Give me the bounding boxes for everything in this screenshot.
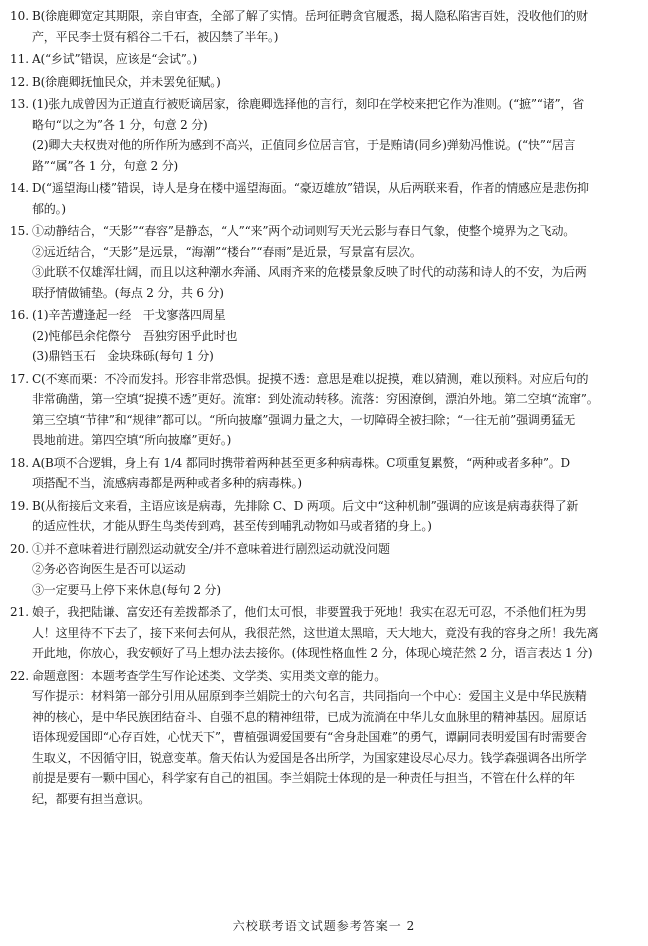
question-number: 17. xyxy=(10,371,30,386)
answer-line: ①动静结合，“天影”“春容”是静态，“人”“来”两个动词则写天光云影与春日气象，使整个境界为之飞动。 xyxy=(32,224,576,238)
question-number: 14. xyxy=(10,181,30,195)
answer-line: 语体现爱国即“心存百姓，心忧天下”，曹植强调爱国要有“舍身赴国难”的勇气，谭嗣同表明爱国有时需要舍 xyxy=(32,730,587,744)
answer-line: A(B项不合逻辑，身上有 1/4 都同时携带着两种甚至更多种病毒株。C项重复累赘，“两种或者多种”。D xyxy=(32,455,570,470)
answer-line: B(徐鹿卿宽定其期限，亲自审查，全部了解了实情。岳珂征聘贪官履悉，揭人隐私陷害百姓，没收他们的财 xyxy=(32,9,588,23)
answer-text xyxy=(32,453,632,494)
answer-item xyxy=(10,221,632,303)
answer-line: ②远近结合，“天影”是远景，“海潮”“楼台”“春雨”是近景，写景富有层次。 xyxy=(32,244,422,259)
answer-line: (1)辛苦遭逢起一经 干戈寥落四周星 xyxy=(32,308,226,322)
question-number: 12. xyxy=(10,74,30,89)
question-number: 21. xyxy=(10,605,30,619)
answer-text xyxy=(32,602,632,664)
answer-text xyxy=(32,72,632,93)
answer-line: 写作提示：材料第一部分引用从屈原到李兰娟院士的六句名言，共同指向一个中心：爱国主义是中华民族精 xyxy=(32,689,587,703)
answer-text xyxy=(32,369,632,451)
page-footer: 六校联考语文试题参考答案一 2 xyxy=(232,919,416,933)
answer-text xyxy=(32,666,632,810)
answer-line: 项搭配不当，流感病毒都是两种或者多种的病毒株。) xyxy=(32,476,302,490)
answer-item xyxy=(10,6,632,47)
answer-text xyxy=(32,94,632,176)
answer-line: 命题意图：本题考查学生写作论述类、文学类、实用类文章的能力。 xyxy=(32,668,387,683)
answer-line: 开此地，你放心，我安顿好了马上想办法去接你。(体现性格血性 2 分，体现心境茫然 2 分，语言表达 1 分) xyxy=(32,646,593,660)
answer-line: 联抒情做铺垫。(每点 2 分，共 6 分) xyxy=(32,285,224,300)
question-number: 18. xyxy=(10,455,30,470)
answer-item xyxy=(10,72,632,93)
answer-line: 产，平民李士贤有稻谷二千石，被囚禁了半年。) xyxy=(32,29,279,44)
answer-line: 略句“以之为”各 1 分，句意 2 分) xyxy=(32,117,208,132)
question-number: 11. xyxy=(10,52,30,66)
answer-line: ②务必咨询医生是否可以运动 xyxy=(32,562,186,576)
answer-line: D(“遥望海山楼”错误，诗人是身在楼中遥望海面。“豪迈雄放”错误，从后两联来看，作者的情感应是悲伤抑 xyxy=(32,181,589,195)
question-number: 16. xyxy=(10,308,30,322)
answer-line: 娘子，我把陆谦、富安还有差拨都杀了，他们太可恨，非要置我于死地！我实在忍无可忍，不杀他们枉为男 xyxy=(32,605,587,619)
answer-line: 畏地前进。第四空填“所向披靡”更好。) xyxy=(32,433,232,447)
answer-text xyxy=(32,305,632,367)
answer-line: A(“乡试”错误，应该是“会试”。) xyxy=(32,52,197,66)
question-number: 19. xyxy=(10,498,30,513)
answer-line: (1)张九成曾因为正道直行被贬谪居家，徐鹿卿选择他的言行，刻印在学校来把它作为准则。(“摭”“诸”，省 xyxy=(32,97,585,111)
answer-item xyxy=(10,94,632,176)
answer-text xyxy=(32,49,632,70)
question-number: 22. xyxy=(10,668,30,683)
answer-item xyxy=(10,305,632,367)
answer-line: 神的核心，是中华民族团结奋斗、自强不息的精神纽带，已成为流淌在中华儿女血脉里的精神基因。屈原话 xyxy=(32,709,587,724)
answer-line: ①并不意味着进行剧烈运动就安全/并不意味着进行剧烈运动就没问题 xyxy=(32,541,390,556)
answer-text xyxy=(32,178,632,219)
answer-line: (2)卿大夫权贵对他的所作所为感到不高兴，正值同乡位居言官，于是贿请(同乡)弹劾冯惟说。(“快”“居言 xyxy=(32,138,576,152)
answer-list xyxy=(10,6,632,809)
question-number: 15. xyxy=(10,224,30,238)
answer-line: 路”“属”各 1 分，句意 2 分) xyxy=(32,158,179,173)
answer-line: 人！这里待不下去了，接下来何去何从，我很茫然，这世道太黑暗，天大地大，竟没有我的容身之所！我先离 xyxy=(32,625,599,640)
answer-line: B(徐鹿卿抚恤民众，并未罢免征赋。) xyxy=(32,74,221,89)
answer-line: (3)鼎铛玉石 金块珠砾(每句 1 分) xyxy=(32,349,214,363)
answer-line: ③一定要马上停下来休息(每句 2 分) xyxy=(32,582,221,597)
answer-item xyxy=(10,602,632,664)
answer-text xyxy=(32,539,632,601)
answer-line: ③此联不仅雄浑壮阔，而且以这种潮水奔涌、风雨齐来的危楼景象反映了时代的动荡和诗人的不安，为后两 xyxy=(32,265,587,279)
answer-item xyxy=(10,453,632,494)
answer-line: 郁的。) xyxy=(32,201,66,216)
answer-line: 第三空填“节律”和“规律”都可以。“所向披靡”强调力量之大，一切障碍全被扫除；“一往无前”强调勇猛无 xyxy=(32,412,576,427)
answer-item xyxy=(10,49,632,70)
answer-line: 前提是要有一颗中国心，科学家有自己的祖国。李兰娟院士体现的是一种责任与担当，不管在什么样的年 xyxy=(32,771,575,785)
answer-item xyxy=(10,369,632,451)
answer-item xyxy=(10,666,632,810)
answer-text xyxy=(32,496,632,537)
answer-line: 生取义，不因循守旧，锐意变革。詹天佑认为爱国是各出所学，为国家建设尽心尽力。钱学森强调各出所学 xyxy=(32,750,587,765)
answer-item xyxy=(10,539,632,601)
answer-item xyxy=(10,496,632,537)
answer-line: B(从衔接后文来看，主语应该是病毒，先排除 C、D 两项。后文中“这种机制”强调的应该是病毒获得了新 xyxy=(32,498,579,513)
answer-item xyxy=(10,178,632,219)
answer-line: C(不寒而栗：不冷而发抖。形容非常恐惧。捉摸不透：意思是难以捉摸，难以猜测，难以预料。对应后句的 xyxy=(32,371,589,386)
question-number: 13. xyxy=(10,97,30,111)
question-number: 20. xyxy=(10,541,30,556)
answer-line: 的适应性状，才能从野生鸟类传到鸡，甚至传到哺乳动物如马或者猪的身上。) xyxy=(32,519,432,533)
answer-line: 非常确凿，第一空填“捉摸不透”更好。流窜：到处流动转移。流落：穷困潦倒，漂泊外地。第二空填“流窜”。 xyxy=(32,392,599,406)
answer-line: 纪，都要有担当意识。 xyxy=(32,791,151,806)
answer-text xyxy=(32,6,632,47)
question-number: 10. xyxy=(10,9,30,23)
answer-text xyxy=(32,221,632,303)
answer-line: (2)忳郁邑余侘傺兮 吾独穷困乎此时也 xyxy=(32,328,238,343)
